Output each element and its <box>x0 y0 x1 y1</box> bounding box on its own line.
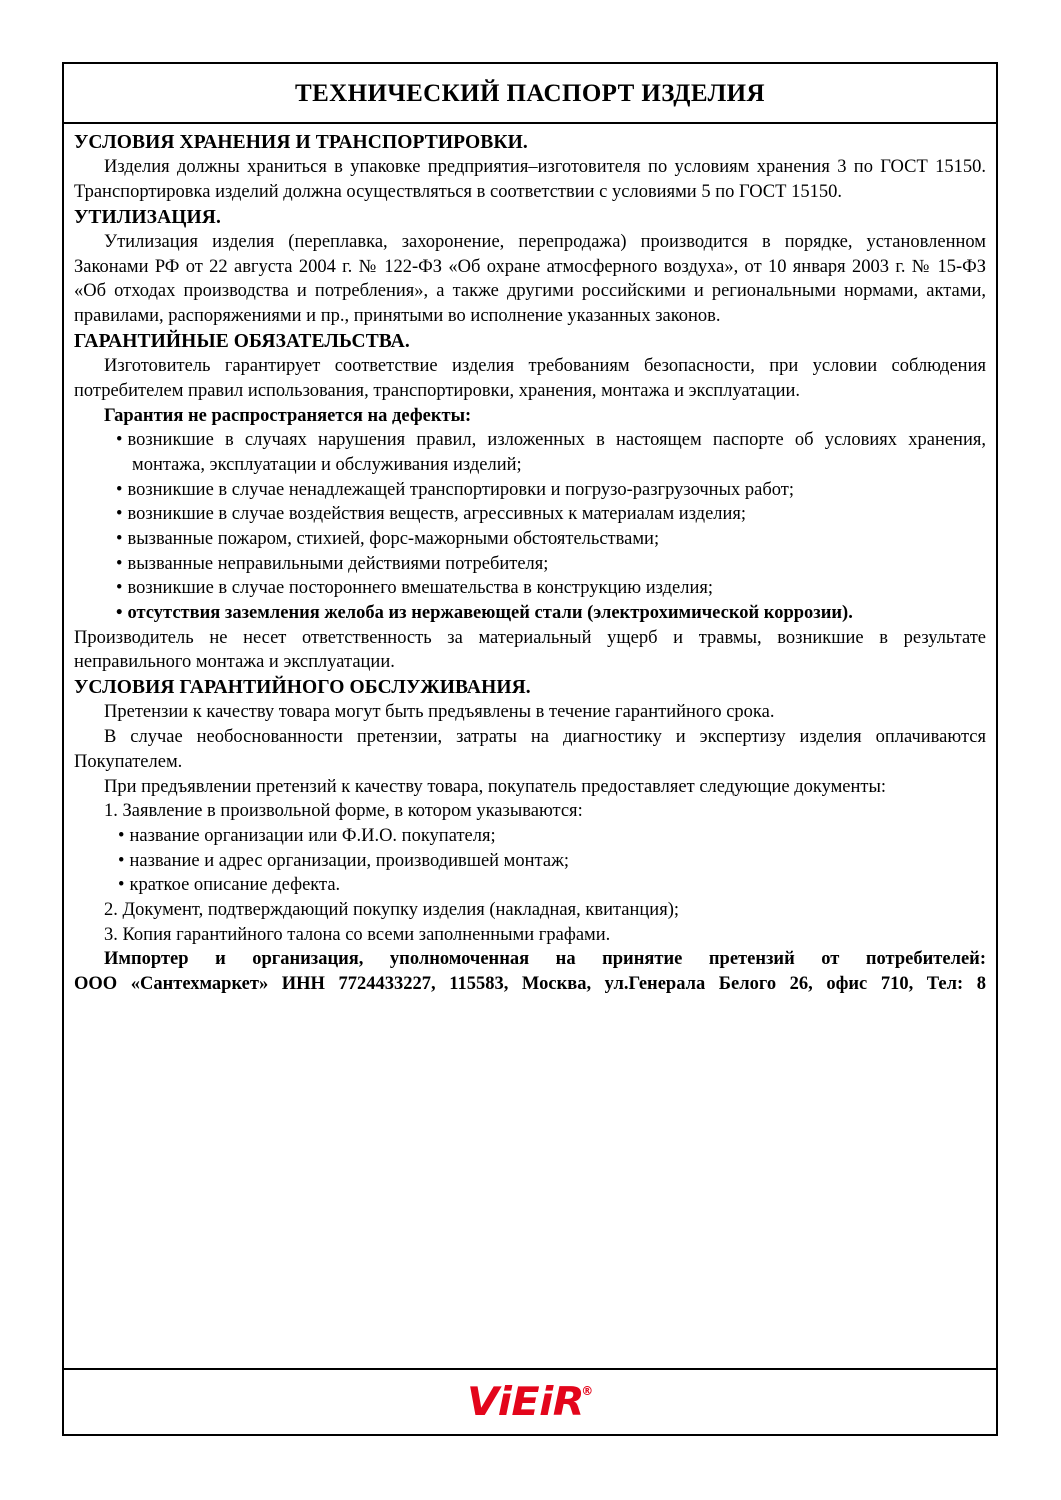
bullet-dot-icon: • <box>116 578 123 599</box>
list-item-text: возникшие в случае постороннего вмешательства в конструкцию изделия; <box>127 578 714 599</box>
list-item-text: название и адрес организации, производившей монтаж; <box>129 850 569 871</box>
list-item-text: отсутствия заземления желоба из нержавеющей стали (электрохимической коррозии). <box>127 603 853 624</box>
list-item <box>74 502 986 527</box>
list-item-text: вызванные неправильными действиями потребителя; <box>127 553 549 574</box>
importer-line-2: ООО «Сантехмаркет» ИНН 7724433227, 115583, Москва, ул.Генерала Белого 26, офис 710, Тел: 8 <box>74 974 986 994</box>
subheading-warranty-exclusions: Гарантия не распространяется на дефекты: <box>104 405 472 426</box>
logo-cell <box>64 1370 996 1434</box>
logo-wordmark: ViEiR <box>466 1379 584 1425</box>
paragraph-unjustified-claims: В случае необоснованности претензии, затраты на диагностику и экспертизу изделия оплачиваются Покупателем. <box>74 727 986 772</box>
paragraph-storage-conditions: Изделия должны храниться в упаковке предприятия–изготовителя по условиям хранения 3 по ГОСТ 15150. Транспортировка изделий должна осуществляться в соответствии с условиями 5 по ГОСТ 15150. <box>74 157 986 203</box>
list-item-text: краткое описание дефекта. <box>129 875 341 896</box>
bullet-dot-icon: • <box>118 850 125 871</box>
passport-frame <box>62 62 998 1436</box>
list-item-text: название организации или Ф.И.О. покупателя; <box>129 825 496 846</box>
list-item-text: возникшие в случае воздействия веществ, агрессивных к материалам изделия; <box>127 504 747 525</box>
paragraph-required-documents-intro: При предъявлении претензий к качеству товара, покупатель предоставляет следующие документы: <box>104 776 887 797</box>
application-details-list <box>74 824 986 898</box>
bullet-dot-icon: • <box>116 479 123 500</box>
bullet-dot-icon: • <box>116 603 123 624</box>
list-item <box>74 873 986 898</box>
list-item: 2. Документ, подтверждающий покупку изделия (накладная, квитанция); <box>104 899 679 920</box>
page-title: ТЕХНИЧЕСКИЙ ПАСПОРТ ИЗДЕЛИЯ <box>295 79 765 107</box>
list-item <box>74 428 986 477</box>
heading-storage-conditions: УСЛОВИЯ ХРАНЕНИЯ И ТРАНСПОРТИРОВКИ. <box>74 132 528 153</box>
list-item <box>74 576 986 601</box>
bullet-dot-icon: • <box>118 825 125 846</box>
list-item-text: вызванные пожаром, стихией, форс-мажорными обстоятельствами; <box>127 528 660 549</box>
importer-line-1: Импортер и организация, уполномоченная на принятие претензий от потребителей: <box>104 949 986 970</box>
list-item <box>74 849 986 874</box>
bullet-dot-icon: • <box>116 528 123 549</box>
paragraph-liability-disclaimer: Производитель не несет ответственность за материальный ущерб и травмы, возникшие в результате неправильного монтажа и эксплуатации. <box>74 627 986 673</box>
bullet-dot-icon: • <box>116 504 123 525</box>
warranty-exclusions-list <box>74 428 986 626</box>
paragraph-warranty-obligations: Изготовитель гарантирует соответствие изделия требованиям безопасности, при условии соблюдения потребителем правил использования, транспортировки, хранения, монтажа и эксплуатации. <box>74 356 986 401</box>
bullet-dot-icon: • <box>116 553 123 574</box>
list-item: 3. Копия гарантийного талона со всеми заполненными графами. <box>104 924 611 945</box>
list-item-text: возникшие в случае ненадлежащей транспортировки и погрузо-разгрузочных работ; <box>127 479 794 500</box>
list-item <box>74 478 986 503</box>
heading-disposal: УТИЛИЗАЦИЯ. <box>74 206 221 228</box>
bullet-dot-icon: • <box>118 875 125 896</box>
required-documents-list-continued <box>74 898 986 947</box>
heading-service-conditions: УСЛОВИЯ ГАРАНТИЙНОГО ОБСЛУЖИВАНИЯ. <box>74 677 531 699</box>
required-documents-list <box>74 799 986 824</box>
list-item-text: возникшие в случаях нарушения правил, изложенных в настоящем паспорте об условиях хранения, монтажа, эксплуатации и обслуживания изделий; <box>127 430 986 475</box>
registered-trademark-icon: ® <box>581 1383 594 1398</box>
vieir-logo <box>466 1379 594 1425</box>
list-item <box>74 601 986 626</box>
list-item <box>74 552 986 577</box>
bullet-dot-icon: • <box>116 430 123 451</box>
paragraph-claims-period: Претензии к качеству товара могут быть предъявлены в течение гарантийного срока. <box>104 702 775 723</box>
paragraph-disposal: Утилизация изделия (переплавка, захоронение, перепродажа) производится в порядке, установленном Законами РФ от 22 августа 2004 г. № 122-ФЗ «Об охране атмосферного воздуха», от 10 января 2003 г. № 15-ФЗ «Об отходах производства и потребления», а также другими российскими и региональными нормами, актами, правилами, распоряжениями и пр., принятыми во исполнение указанных законов. <box>74 232 986 327</box>
document-body <box>64 124 996 1370</box>
list-item <box>74 824 986 849</box>
list-item: 1. Заявление в произвольной форме, в котором указываются: <box>104 801 583 822</box>
title-cell <box>64 64 996 124</box>
list-item <box>74 527 986 552</box>
heading-warranty-obligations: ГАРАНТИЙНЫЕ ОБЯЗАТЕЛЬСТВА. <box>74 330 410 352</box>
